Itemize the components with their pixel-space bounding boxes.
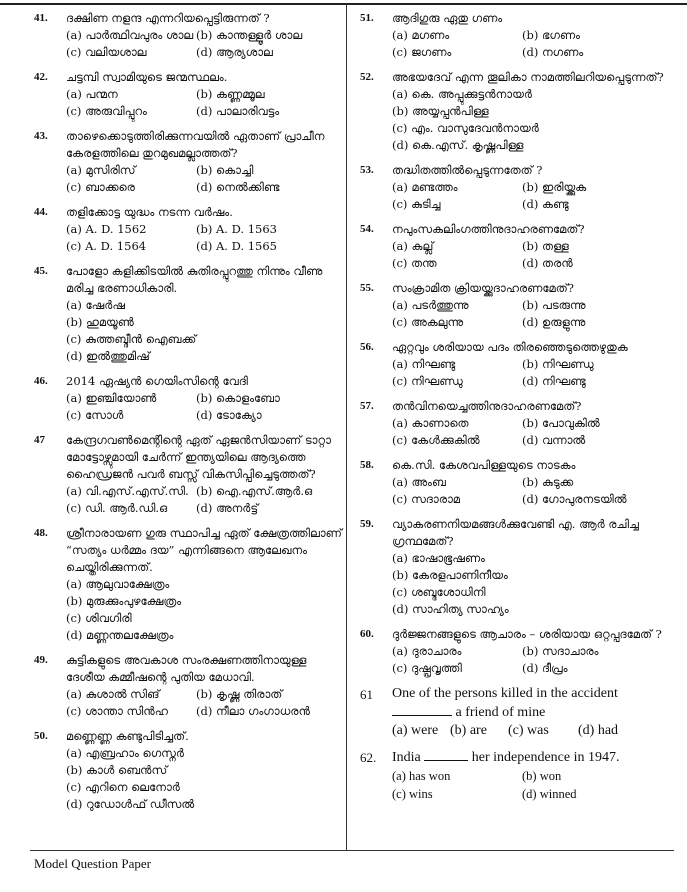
question-text-after: a friend of mine <box>455 705 546 720</box>
option-b: (b) അയ്യപ്പൻപിള്ള <box>392 104 489 118</box>
option-d: (d) had <box>578 723 619 738</box>
top-rule <box>0 3 687 5</box>
option-b: (b) കേരളപാണിനീയം <box>392 568 508 582</box>
question-item <box>360 457 670 508</box>
option-a: (a) പടർത്തുന്നു <box>392 298 469 312</box>
option-b: (b) won <box>522 769 562 783</box>
option-b: (b) A. D. 1563 <box>196 222 277 236</box>
question-text: തദ്ധിതത്തിൽപ്പെടുന്നതേത് ? <box>392 163 543 177</box>
option-b: (b) പോവുകിൽ <box>522 416 600 430</box>
question-number: 52. <box>360 71 374 83</box>
answer-blank <box>392 703 452 716</box>
option-d: (d) മണ്ണന്തലക്ഷേത്രം <box>66 628 174 642</box>
option-a: (a) കല്ല് <box>392 239 434 253</box>
question-text: 2014 ഏഷ്യൻ ഗെയിംസിന്റെ വേദി <box>66 374 248 388</box>
option-list <box>66 27 346 61</box>
option-b: (b) കാന്തള്ളൂർ ശാല <box>196 28 303 42</box>
option-c: (c) ഡി. ആർ.ഡി.ഒ <box>66 501 168 515</box>
question-text: പോളോ കളിക്കിടയിൽ കുതിരപ്പുറത്തു നിന്നും വീണു മരിച്ച ഭരണാധികാരി. <box>66 264 323 295</box>
question-number: 60. <box>360 628 374 640</box>
option-b: (b) കൊച്ചി <box>196 163 254 177</box>
option-list <box>66 162 346 196</box>
option-a: (a) നിഘണ്ടു <box>392 357 456 371</box>
option-c: (c) ദുഷ്പ്രവൃത്തി <box>392 661 462 675</box>
option-d: (d) അനർട്ട് <box>196 501 259 515</box>
option-a: (a) പന്മന <box>66 87 118 101</box>
column-divider <box>346 4 347 850</box>
option-list <box>392 722 670 740</box>
question-item <box>360 339 670 390</box>
question-text: താഴെക്കൊടുത്തിരിക്കുന്നവയിൽ ഏതാണ് പ്രാചീന കേരളത്തിലെ തുറമുഖമല്ലാത്തത്? <box>66 129 325 160</box>
question-item <box>34 204 346 255</box>
option-c: (c) അരുവിപ്പുറം <box>66 104 147 118</box>
option-list <box>392 643 670 677</box>
option-b: (b) ഹുമയൂൺ <box>66 315 134 329</box>
option-c: (c) A. D. 1564 <box>66 239 147 253</box>
right-question-list <box>360 10 670 677</box>
option-a: (a) has won <box>392 769 451 783</box>
option-list <box>66 745 346 813</box>
option-list <box>392 297 670 331</box>
question-number: 47 <box>34 434 45 446</box>
option-d: (d) റുഡോൾഫ് ഡീസൽ <box>66 797 195 811</box>
question-item <box>34 728 346 813</box>
option-d: (d) നിഘണ്ടു <box>522 374 586 388</box>
question-text <box>392 748 670 767</box>
question-text <box>392 685 670 722</box>
question-item <box>34 432 346 517</box>
option-a: (a) കാണാതെ <box>392 416 469 430</box>
option-c: (c) ശാന്താ സിൻഹ <box>66 704 168 718</box>
option-b: (b) മുരുക്കുംപുഴക്ഷേത്രം <box>66 594 182 608</box>
option-list <box>66 390 346 424</box>
question-number: 62. <box>360 750 377 765</box>
option-c: (c) was <box>508 723 549 738</box>
option-list <box>392 86 670 154</box>
question-item <box>360 69 670 154</box>
question-item <box>360 516 670 618</box>
option-c: (c) കുടിച്ച <box>392 197 441 211</box>
question-text: വ്യാകരണനിയമങ്ങൾക്കുവേണ്ടി എ. ആർ രചിച്ച ഗ്രന്ഥമേത്? <box>392 517 639 548</box>
option-c: (c) ബാക്കരെ <box>66 180 135 194</box>
question-number: 49. <box>34 654 48 666</box>
option-list <box>66 686 346 720</box>
question-item <box>34 128 346 196</box>
right-column <box>360 10 670 811</box>
question-item <box>360 398 670 449</box>
option-list <box>392 474 670 508</box>
option-a: (a) ദുരാചാരം <box>392 644 462 658</box>
option-d: (d) തരൻ <box>522 256 573 270</box>
question-number: 56. <box>360 341 374 353</box>
option-a: (a) അംബ <box>392 475 446 489</box>
option-b: (b) കാൾ ബെൻസ് <box>66 763 168 777</box>
question-number: 50. <box>34 730 48 742</box>
footer-title: Model Question Paper <box>34 856 151 871</box>
question-item <box>34 373 346 424</box>
question-text: മണ്ണെണ്ണ കണ്ടുപിടിച്ചത്. <box>66 729 189 743</box>
option-d: (d) ആര്യശാല <box>196 45 273 59</box>
option-c: (c) നിഘണ്ഡു <box>392 374 463 388</box>
option-a: (a) ആലുവാക്ഷേത്രം <box>66 577 170 591</box>
question-text-after: her independence in 1947. <box>471 750 620 765</box>
option-d: (d) സാഹിത്യ സാഹ്യം <box>392 602 509 616</box>
option-list <box>392 415 670 449</box>
question-number: 48. <box>34 527 48 539</box>
option-c: (c) ജഗണം <box>392 45 452 59</box>
question-item <box>360 280 670 331</box>
question-item <box>34 652 346 720</box>
option-a: (a) മഗണം <box>392 28 450 42</box>
option-d: (d) ഇൽത്തുമിഷ് <box>66 349 150 363</box>
option-b: (b) കൃഷ്ണ തിരാത് <box>196 687 283 701</box>
left-column <box>34 10 346 821</box>
footer-rule <box>30 850 674 851</box>
option-b: (b) പടരുന്നു <box>522 298 586 312</box>
option-c: (c) സോൾ <box>66 408 124 422</box>
question-text: അഭയദേവ് എന്ന തൂലികാ നാമത്തിലറിയപ്പെടുന്നത്? <box>392 70 664 84</box>
question-number: 43. <box>34 130 48 142</box>
question-item <box>34 69 346 120</box>
option-a: (a) എബ്രഹാം ഗെസ്നർ <box>66 746 184 760</box>
option-b: (b) തള്ള <box>522 239 569 253</box>
option-list <box>392 238 670 272</box>
question-number: 58. <box>360 459 374 471</box>
option-c: (c) ശബ്ദശോധിനി <box>392 585 486 599</box>
question-number: 41. <box>34 12 48 24</box>
option-d: (d) ഉരുളുന്നു <box>522 315 586 329</box>
question-62 <box>360 748 670 803</box>
question-text: തൻവിനയെച്ചത്തിനുദാഹരണമേത്? <box>392 399 582 413</box>
option-c: (c) എറിനെ ലെനോർ <box>66 780 180 794</box>
option-list <box>392 179 670 213</box>
option-list <box>66 86 346 120</box>
option-c: (c) wins <box>392 787 433 801</box>
option-list <box>66 576 346 644</box>
option-b: (b) നിഘണ്ഡു <box>522 357 594 371</box>
question-number: 42. <box>34 71 48 83</box>
answer-blank <box>424 748 468 761</box>
option-a: (a) മണ്ടത്തം <box>392 180 458 194</box>
option-d: (d) കെ.എസ്. കൃഷ്ണപിള്ള <box>392 138 524 152</box>
option-list <box>66 483 346 517</box>
option-b: (b) ഭഗണം <box>522 28 580 42</box>
option-d: (d) പാലാരിവട്ടം <box>196 104 280 118</box>
option-d: (d) നഗണം <box>522 45 584 59</box>
question-item <box>34 525 346 644</box>
option-a: (a) A. D. 1562 <box>66 222 147 236</box>
option-a: (a) വി.എസ്.എസ്.സി. <box>66 484 189 498</box>
question-text: കെ.സി. കേശവപിള്ളയുടെ നാടകം <box>392 458 576 472</box>
question-text: കുട്ടികളുടെ അവകാശ സംരക്ഷണത്തിനായുള്ള ദേശീയ കമ്മീഷന്റെ പുതിയ മേധാവി. <box>66 653 307 684</box>
question-item <box>34 263 346 365</box>
question-61 <box>360 685 670 740</box>
question-number: 51. <box>360 12 374 24</box>
question-text: സംക്രാമിത ക്രിയയ്ക്കുദാഹരണമേത്? <box>392 281 574 295</box>
option-d: (d) നീലാ ഗംഗാധരൻ <box>196 704 310 718</box>
question-text: നപുംസകലിംഗത്തിനുദാഹരണമേത്? <box>392 222 585 236</box>
option-b: (b) കൊളംബോ <box>196 391 280 405</box>
question-item <box>360 221 670 272</box>
option-a: (a) കുശാൽ സിങ് <box>66 687 160 701</box>
question-text: തളിക്കോട്ട യുദ്ധം നടന്ന വർഷം. <box>66 205 233 219</box>
question-item <box>360 10 670 61</box>
option-list <box>66 221 346 255</box>
option-d: (d) കണ്ടു <box>522 197 569 211</box>
option-d: (d) ഗോപുരനടയിൽ <box>522 492 627 506</box>
question-number: 55. <box>360 282 374 294</box>
option-b: (b) കണ്ണമ്മൂല <box>196 87 265 101</box>
question-text-before: One of the persons killed in the accident <box>392 686 618 701</box>
question-number: 59. <box>360 518 374 530</box>
option-a: (a) മുസിരിസ് <box>66 163 136 177</box>
option-b: (b) ഐ.എസ്.ആർ.ഒ <box>196 484 313 498</box>
question-number: 46. <box>34 375 48 387</box>
option-d: (d) ടോക്യോ <box>196 408 262 422</box>
option-list <box>66 297 346 365</box>
option-list <box>392 27 670 61</box>
question-text: ശ്രീനാരായണ ഗുരു സ്ഥാപിച്ച ഏത് ക്ഷേത്രത്തിലാണ് “സത്യം ധർമ്മം ദയ” എന്നിങ്ങനെ ആലേഖനം ചെയ്തിരിക്കുന്നത്. <box>66 526 342 574</box>
option-a: (a) were <box>392 723 439 738</box>
option-b: (b) ഇരിയ്ക്കുക <box>522 180 587 194</box>
question-text: ദക്ഷിണ നളന്ദ എന്നറിയപ്പെട്ടിരുന്നത് ? <box>66 11 270 25</box>
question-text: കേന്ദ്രഗവൺമെന്റിന്റെ ഏത് ഏജൻസിയാണ് ടാറ്റാ മോട്ടോഴ്സുമായി ചേർന്ന് ഇന്ത്യയിലെ ആദ്യത്തെ ഹൈഡ്രജൻ പവർ ബസ്സ് വികസിപ്പിച്ചെടുത്തത്? <box>66 433 331 481</box>
question-text: ചട്ടമ്പി സ്വാമിയുടെ ജന്മസ്ഥലം. <box>66 70 228 84</box>
option-c: (c) സദാരാമ <box>392 492 461 506</box>
option-d: (d) A. D. 1565 <box>196 239 277 253</box>
question-number: 54. <box>360 223 374 235</box>
option-list <box>392 767 670 803</box>
option-d: (d) winned <box>522 787 577 801</box>
option-a: (a) ഭാഷാഭൂഷണം <box>392 551 485 565</box>
question-number: 53. <box>360 164 374 176</box>
option-a: (a) കെ. അപ്പുക്കുട്ടൻനായർ <box>392 87 532 101</box>
option-list <box>392 550 670 618</box>
option-a: (a) ഇഞ്ചിയോൺ <box>66 391 157 405</box>
option-a: (a) പാർത്ഥിവപുരം ശാല <box>66 28 194 42</box>
option-b: (b) കുടുക്ക <box>522 475 574 489</box>
option-c: (c) ശിവഗിരി <box>66 611 132 625</box>
question-item <box>360 162 670 213</box>
question-text-before: India <box>392 750 421 765</box>
question-number: 57. <box>360 400 374 412</box>
option-c: (c) തന്ത <box>392 256 437 270</box>
option-a: (a) ഷേർഷ <box>66 298 125 312</box>
question-item <box>360 626 670 677</box>
option-b: (b) സദാചാരം <box>522 644 599 658</box>
option-c: (c) കുത്തബ്ദീൻ ഐബക്ക് <box>66 332 197 346</box>
option-list <box>392 356 670 390</box>
option-b: (b) are <box>450 723 487 738</box>
question-number: 44. <box>34 206 48 218</box>
option-c: (c) കേൾക്കുകിൽ <box>392 433 480 447</box>
option-d: (d) വന്നാൽ <box>522 433 586 447</box>
option-c: (c) എം. വാസുദേവൻനായർ <box>392 121 539 135</box>
option-d: (d) നെൽക്കിണ്ട <box>196 180 280 194</box>
question-text: ദുർജ്ജനങ്ങളുടെ ആചാരം – ശരിയായ ഒറ്റപ്പദമേത് ? <box>392 627 662 641</box>
question-text: ആദിഗുരു ഏതു ഗണം <box>392 11 503 25</box>
option-c: (c) വലിയശാല <box>66 45 147 59</box>
question-number: 61 <box>360 687 373 702</box>
question-item <box>34 10 346 61</box>
option-c: (c) അകലുന്നു <box>392 315 464 329</box>
option-d: (d) ദീപ്രം <box>522 661 568 675</box>
question-number: 45. <box>34 265 48 277</box>
question-text: ഏറ്റവും ശരിയായ പദം തിരഞ്ഞെടുത്തെഴുതുക <box>392 340 628 354</box>
